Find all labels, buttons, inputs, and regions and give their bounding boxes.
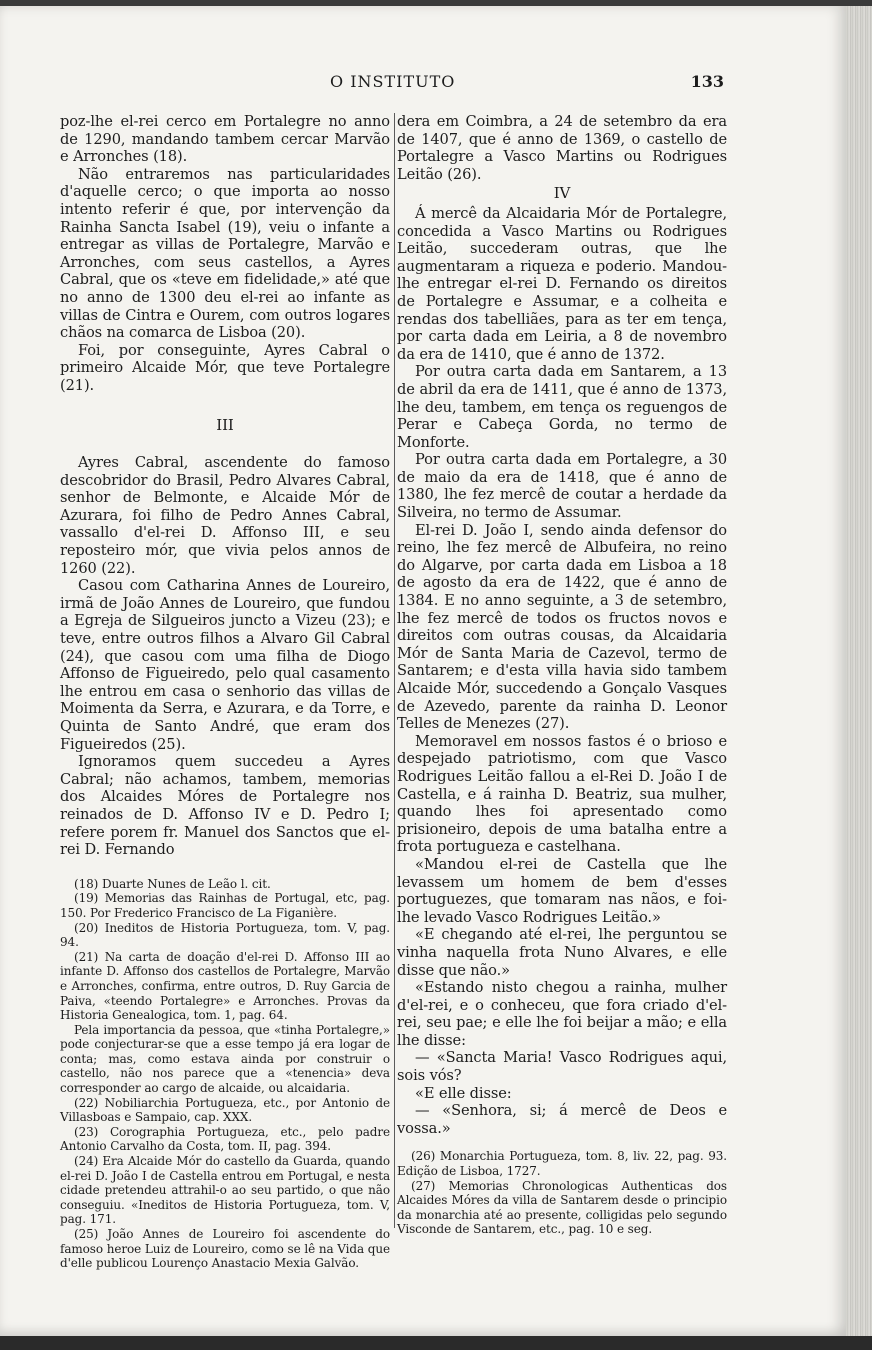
running-title: O INSTITUTO bbox=[330, 72, 456, 91]
paragraph: Ayres Cabral, ascendente do famoso descobridor do Brasil, Pedro Alvares Cabral, senhor de Belmonte, e Alcaide Mór de Azurara, foi filho de Pedro Annes Cabral, vassallo d'el-rei D. Affonso III, e seu reposteiro mór, que vivia pelos annos de 1260 (22). bbox=[60, 454, 390, 577]
footnote: (21) Na carta de doação d'el-rei D. Affonso III ao infante D. Affonso dos castellos de Portalegre, Marvão e Arronches, confirma, entre outros, D. Ruy Garcia de Paiva, «teendo Portalegre» e Arronches. Provas da Historia Genealogica, tom. 1, pag. 64. bbox=[60, 949, 390, 1023]
footnotes-right bbox=[397, 1149, 727, 1237]
footnote: (18) Duarte Nunes de Leão l. cit. bbox=[74, 876, 271, 891]
footnotes-left bbox=[60, 877, 390, 1271]
footnote: (25) João Annes de Loureiro foi ascendente do famoso heroe Luiz de Loureiro, como se lê na Vida que d'elle publicou Lourenço Anastacio Mexia Galvão. bbox=[60, 1227, 390, 1271]
scan-border bbox=[0, 1336, 872, 1350]
paragraph: «Estando nisto chegou a rainha, mulher d'el-rei, e o conheceu, que fora criado d'el-rei, seu pae; e elle lhe foi beijar a mão; e ella lhe disse: bbox=[397, 979, 727, 1049]
paragraph: — «Senhora, si; á mercê de Deos e vossa.» bbox=[397, 1102, 727, 1137]
paragraph: Foi, por conseguinte, Ayres Cabral o primeiro Alcaide Mór, que teve Portalegre (21). bbox=[60, 341, 390, 394]
page-header bbox=[60, 72, 724, 96]
paragraph: Á mercê da Alcaidaria Mór de Portalegre, concedida a Vasco Martins ou Rodrigues Leitão, succederam outras, que lhe augmentaram a riqueza e poderio. Mandou-lhe entregar el-rei D. Fernando os direitos de Portalegre e Assumar, e a colheita e rendas dos tabelliães, para as ter em tença, por carta dada em Leiria, a 8 de novembro da era de 1410, que é anno de 1372. bbox=[397, 204, 727, 363]
paragraph: Ignoramos quem succedeu a Ayres Cabral; não achamos, tambem, memorias dos Alcaides Móres de Portalegre nos reinados de D. Affonso IV e D. Pedro I; refere porem fr. Manuel dos Sanctos que el-rei D. Fernando bbox=[60, 753, 390, 859]
footnote: (20) Ineditos de Historia Portugueza, tom. V, pag. 94. bbox=[60, 920, 390, 950]
footnote: (19) Memorias das Rainhas de Portugal, etc, pag. 150. Por Frederico Francisco de La Figanière. bbox=[60, 891, 390, 920]
paragraph: Casou com Catharina Annes de Loureiro, irmã de João Annes de Loureiro, que fundou a Egreja de Silgueiros juncto a Vizeu (23); e teve, entre outros filhos a Alvaro Gil Cabral (24), que casou com uma filha de Diogo Affonso de Figueiredo, pelo qual casamento lhe entrou em casa o senhorio das villas de Moimenta da Serra, e Azurara, e da Torre, e Quinta de Santo André, que eram dos Figueiredos (25). bbox=[60, 577, 390, 753]
paragraph: Memoravel em nossos fastos é o brioso e despejado patriotismo, com que Vasco Rodrigues Leitão fallou a el-Rei D. João I de Castella, e á rainha D. Beatriz, sua mulher, quando lhes foi apresentado como prisioneiro, depois de uma batalha entre a frota portugueza e castelhana. bbox=[397, 732, 727, 856]
paragraph: — «Sancta Maria! Vasco Rodrigues aqui, sois vós? bbox=[397, 1049, 727, 1085]
footnote: (22) Nobiliarchia Portugueza, etc., por Antonio de Villasboas e Sampaio, cap. XXX. bbox=[60, 1095, 390, 1125]
paragraph: Por outra carta dada em Santarem, a 13 de abril da era de 1411, que é anno de 1373, lhe deu, tambem, em tença os reguengos de Perar e Cabeça Gorda, no termo de Monforte. bbox=[397, 363, 727, 451]
paragraph: «E chegando até el-rei, lhe perguntou se vinha naquella frota Nuno Alvares, e elle disse que não.» bbox=[397, 926, 727, 979]
paragraph: poz-lhe el-rei cerco em Portalegre no anno de 1290, mandando tambem cercar Marvão e Arronches (18). bbox=[60, 113, 390, 166]
left-column bbox=[60, 113, 390, 1271]
column-rule bbox=[394, 113, 395, 1228]
paragraph: Não entraremos nas particularidades d'aquelle cerco; o que importa ao nosso intento referir é que, por intervenção da Rainha Sancta Isabel (19), veiu o infante a entregar as villas de Portalegre, Marvão e Arronches, com seus castellos, a Ayres Cabral, que os «teve em fidelidade,» até que no anno de 1300 deu el-rei ao infante as villas de Cintra e Ourem, com outros logares chãos na comarca de Lisboa (20). bbox=[60, 165, 390, 342]
paragraph: Por outra carta dada em Portalegre, a 30 de maio da era de 1418, que é anno de 1380, lhe fez mercê de coutar a herdade da Silveira, no termo de Assumar. bbox=[397, 451, 727, 522]
footnote: (26) Monarchia Portugueza, tom. 8, liv. 22, pag. 93. Edição de Lisboa, 1727. bbox=[397, 1149, 727, 1179]
section-heading-iii: III bbox=[216, 415, 234, 434]
footnote: (27) Memorias Chronologicas Authenticas dos Alcaides Móres da villa de Santarem desde o principio da monarchia até ao presente, colligidas pelo segundo Visconde de Santarem, etc., pag. 10 e seg. bbox=[397, 1178, 727, 1237]
page-number: 133 bbox=[690, 72, 724, 91]
footnote: (24) Era Alcaide Mór do castello da Guarda, quando el-rei D. João I de Castella entrou em Portugal, e nesta cidade pretendeu attrahil-o ao seu partido, o que não conseguiu. «Ineditos de Historia Portugueza, tom. V, pag. 171. bbox=[60, 1154, 390, 1227]
section-heading-iv: IV bbox=[553, 184, 571, 203]
footnote: Pela importancia da pessoa, que «tinha Portalegre,» pode conjecturar-se que a esse tempo já era logar de conta; mas, como estava ainda por construir o castello, não nos parece que a «tenencia» deva corresponder ao cargo de alcaide, ou alcaidaria. bbox=[60, 1022, 390, 1096]
paragraph: El-rei D. João I, sendo ainda defensor do reino, lhe fez mercê de Albufeira, no reino do Algarve, por carta dada em Lisboa a 18 de agosto da era de 1422, que é anno de 1384. E no anno seguinte, a 3 de setembro, lhe fez mercê de todos os fructos novos e direitos com outras cousas, da Alcaidaria Mór de Santa Maria de Cazevol, termo de Santarem; e d'esta villa havia sido tambem Alcaide Mór, succedendo a Gonçalo Vasques de Azevedo, parente da rainha D. Leonor Telles de Menezes (27). bbox=[397, 521, 727, 733]
right-column bbox=[397, 113, 727, 1237]
paragraph: «E elle disse: bbox=[415, 1084, 512, 1102]
paragraph: dera em Coimbra, a 24 de setembro da era de 1407, que é anno de 1369, o castello de Portalegre a Vasco Martins ou Rodrigues Leitão (26). bbox=[397, 113, 727, 183]
footnote: (23) Corographia Portugueza, etc., pelo padre Antonio Carvalho da Costa, tom. II, pag. 394. bbox=[60, 1124, 390, 1154]
paragraph: «Mandou el-rei de Castella que lhe levassem um homem de bem d'esses portuguezes, que tomaram nas nãos, e foi-lhe levado Vasco Rodrigues Leitão.» bbox=[397, 855, 727, 926]
page-stack-edge bbox=[846, 6, 872, 1336]
footnote-separator bbox=[60, 859, 390, 877]
